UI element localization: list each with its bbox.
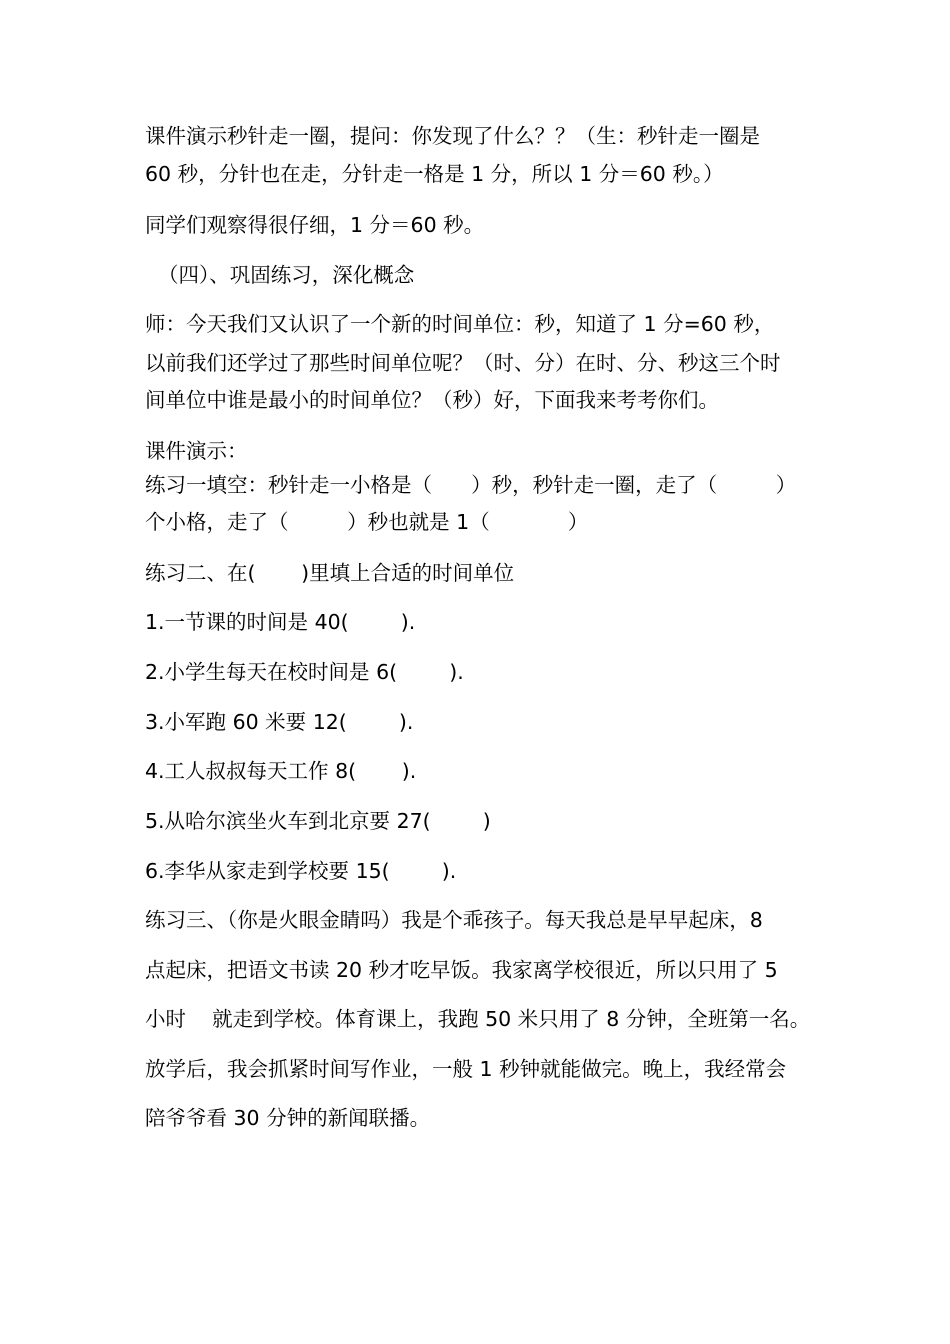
text-line: 以前我们还学过了那些时间单位呢？（时、分）在时、分、秒这三个时 [145,351,781,375]
exercise-2-title: 练习二、在( )里填上合适的时间单位 [145,561,515,585]
text-line: 师：今天我们又认识了一个新的时间单位：秒，知道了 1 分=60 秒， [145,312,775,336]
text-line: 60 秒，分针也在走，分针走一格是 1 分，所以 1 分＝60 秒。） [145,162,724,186]
section-heading: （四）、巩固练习，深化概念 [145,263,415,287]
text-line: 间单位中谁是最小的时间单位？（秒）好，下面我来考考你们。 [145,388,719,412]
exercise-2-item: 2.小学生每天在校时间是 6( ). [145,660,464,684]
exercise-1-line: 个小格，走了（ ）秒也就是 1（ ） [145,510,589,534]
text-line: 课件演示秒针走一圈，提问：你发现了什么？？（生：秒针走一圈是 [145,124,760,148]
text-line: 同学们观察得很仔细，1 分＝60 秒。 [145,213,485,237]
exercise-2-item: 3.小军跑 60 米要 12( ). [145,710,414,734]
exercise-3-line: 放学后，我会抓紧时间写作业，一般 1 秒钟就能做完。晚上，我经常会 [145,1057,787,1081]
exercise-3-line: 点起床，把语文书读 20 秒才吃早饭。我家离学校很近，所以只用了 5 [145,958,778,982]
exercise-2-item: 4.工人叔叔每天工作 8( ). [145,759,417,783]
exercise-1-line: 练习一填空：秒针走一小格是（ ）秒，秒针走一圈，走了（ ） [145,473,797,497]
exercise-2-item: 1.一节课的时间是 40( ). [145,610,416,634]
exercise-3-line: 陪爷爷看 30 分钟的新闻联播。 [145,1106,431,1130]
exercise-2-item: 5.从哈尔滨坐火车到北京要 27( ) [145,809,491,833]
exercise-2-item: 6.李华从家走到学校要 15( ). [145,859,457,883]
exercise-3-line: 练习三、（你是火眼金睛吗）我是个乖孩子。每天我总是早早起床，8 [145,908,763,932]
text-line: 课件演示： [145,439,248,463]
exercise-3-line: 小时 就走到学校。体育课上，我跑 50 米只用了 8 分钟，全班第一名。 [145,1007,811,1031]
